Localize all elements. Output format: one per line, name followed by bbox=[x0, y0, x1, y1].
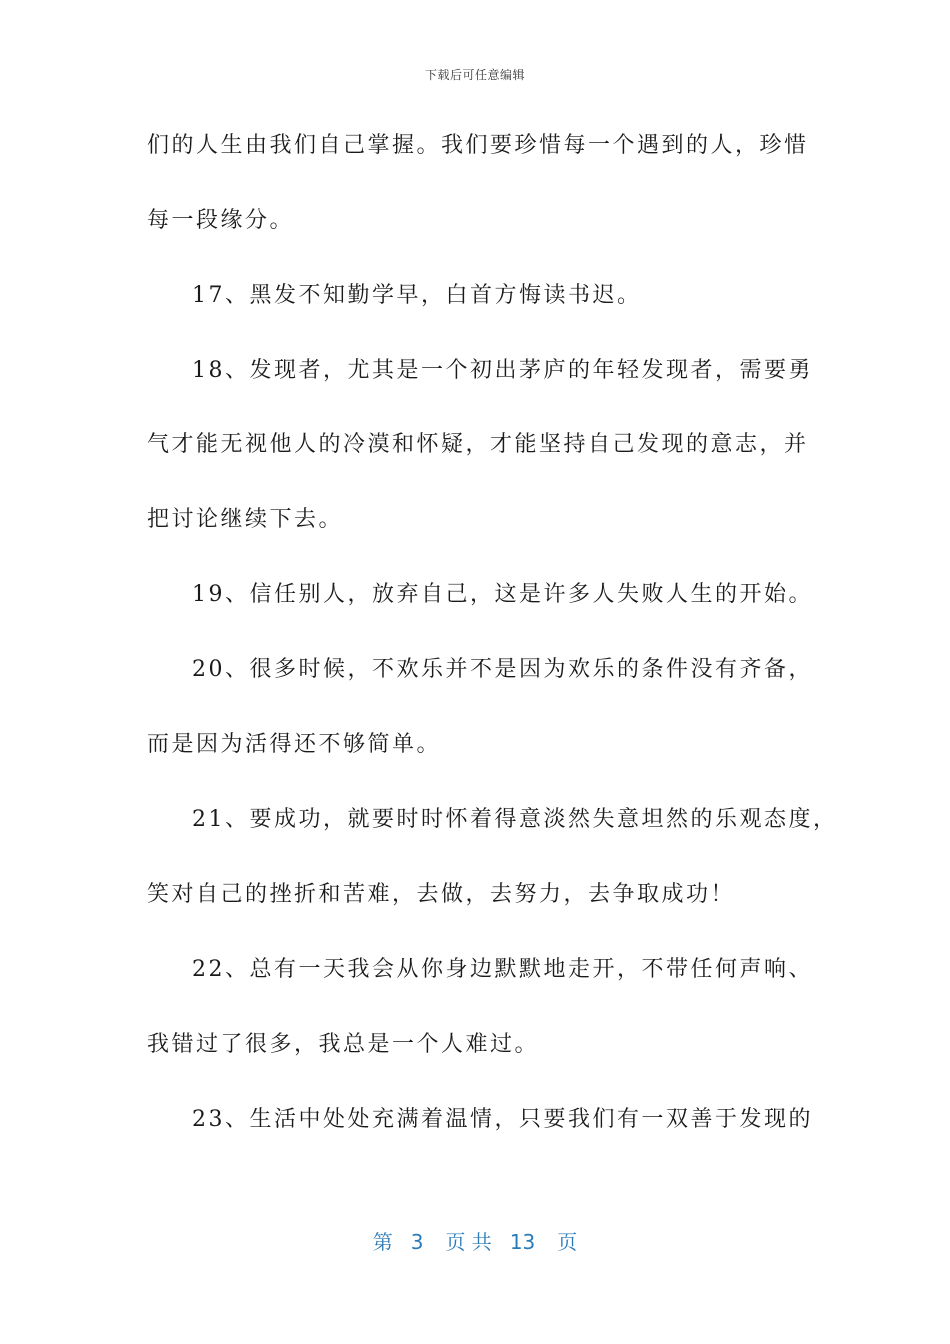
text-line: 21、要成功，就要时时怀着得意淡然失意坦然的乐观态度， bbox=[192, 807, 838, 832]
text-line: 我错过了很多，我总是一个人难过。 bbox=[147, 1032, 540, 1057]
footer-suffix: 页 bbox=[557, 1230, 578, 1254]
text-line: 18、发现者，尤其是一个初出茅庐的年轻发现者，需要勇 bbox=[192, 358, 813, 383]
text-line: 把讨论继续下去。 bbox=[147, 507, 344, 532]
text-line: 19、信任别人，放弃自己，这是许多人失败人生的开始。 bbox=[192, 582, 813, 607]
header-note: 下载后可任意编辑 bbox=[424, 68, 525, 82]
text-line: 笑对自己的挫折和苦难，去做，去努力，去争取成功！ bbox=[147, 882, 736, 907]
total-pages-number: 13 bbox=[509, 1230, 536, 1254]
footer-prefix: 第 bbox=[372, 1230, 393, 1254]
text-line: 17、黑发不知勤学早，白首方悔读书迟。 bbox=[192, 283, 642, 308]
text-line: 而是因为活得还不够简单。 bbox=[147, 732, 442, 757]
text-line: 每一段缘分。 bbox=[147, 208, 295, 233]
text-line: 气才能无视他人的冷漠和怀疑，才能坚持自己发现的意志，并 bbox=[147, 432, 809, 457]
text-line: 们的人生由我们自己掌握。我们要珍惜每一个遇到的人，珍惜 bbox=[147, 133, 809, 158]
page-number-footer bbox=[0, 1226, 950, 1255]
text-line: 20、很多时候，不欢乐并不是因为欢乐的条件没有齐备， bbox=[192, 657, 813, 682]
current-page-number: 3 bbox=[410, 1230, 424, 1254]
text-line: 22、总有一天我会从你身边默默地走开，不带任何声响、 bbox=[192, 957, 813, 982]
footer-middle: 页 共 bbox=[445, 1230, 492, 1254]
text-line: 23、生活中处处充满着温情，只要我们有一双善于发现的 bbox=[192, 1107, 813, 1132]
